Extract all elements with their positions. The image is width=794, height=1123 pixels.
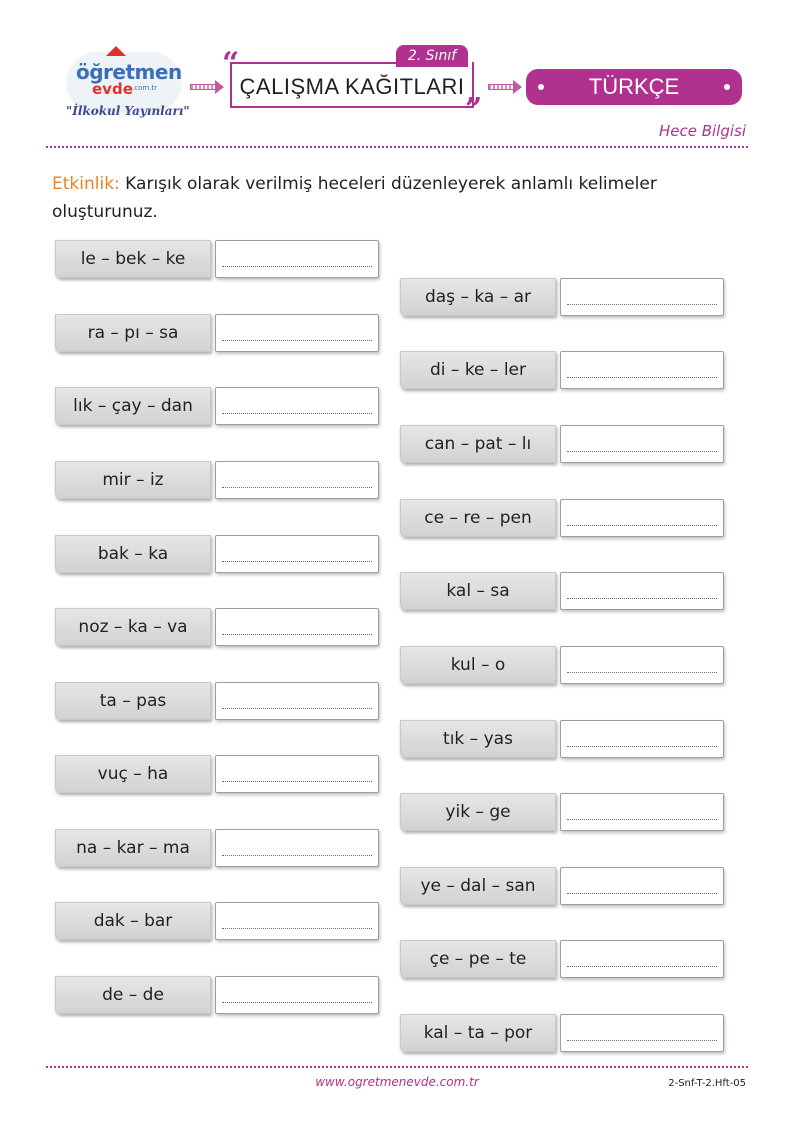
arrow-icon bbox=[488, 82, 522, 92]
answer-field[interactable] bbox=[560, 646, 724, 684]
answer-field[interactable] bbox=[215, 535, 379, 573]
syllable-tile: tık – yas bbox=[400, 720, 556, 758]
footer-code: 2-Snf-T-2.Hft-05 bbox=[668, 1078, 746, 1089]
close-quote-icon: ” bbox=[465, 92, 483, 127]
answer-field[interactable] bbox=[215, 314, 379, 352]
answer-field[interactable] bbox=[560, 867, 724, 905]
answer-field[interactable] bbox=[560, 278, 724, 316]
logo-second: evde bbox=[92, 80, 133, 98]
logo-main: öğretmen bbox=[76, 60, 182, 84]
syllable-tile: ye – dal – san bbox=[400, 867, 556, 905]
open-quote-icon: “ bbox=[222, 46, 240, 81]
answer-field[interactable] bbox=[215, 976, 379, 1014]
syllable-tile: le – bek – ke bbox=[55, 240, 211, 278]
answer-field[interactable] bbox=[560, 351, 724, 389]
logo-domain: .com.tr bbox=[132, 84, 158, 92]
answer-field[interactable] bbox=[560, 940, 724, 978]
answer-field[interactable] bbox=[215, 461, 379, 499]
answer-field[interactable] bbox=[560, 1014, 724, 1052]
syllable-tile: lık – çay – dan bbox=[55, 387, 211, 425]
answer-field[interactable] bbox=[560, 720, 724, 758]
instruction bbox=[52, 170, 732, 226]
bullet-icon bbox=[724, 84, 730, 90]
answer-field[interactable] bbox=[215, 902, 379, 940]
grade-badge: 2. Sınıf bbox=[396, 45, 468, 67]
syllable-tile: mir – iz bbox=[55, 461, 211, 499]
syllable-tile: ce – re – pen bbox=[400, 499, 556, 537]
logo-subtitle: "İlkokul Yayınları" bbox=[66, 104, 190, 118]
arrow-icon bbox=[190, 82, 224, 92]
syllable-tile: çe – pe – te bbox=[400, 940, 556, 978]
answer-field[interactable] bbox=[560, 425, 724, 463]
house-icon bbox=[106, 46, 126, 56]
subject-label: TÜRKÇE bbox=[588, 74, 680, 99]
syllable-tile: daş – ka – ar bbox=[400, 278, 556, 316]
syllable-tile: ta – pas bbox=[55, 682, 211, 720]
syllable-tile: na – kar – ma bbox=[55, 829, 211, 867]
instruction-label: Etkinlik: bbox=[52, 174, 120, 194]
answer-field[interactable] bbox=[215, 240, 379, 278]
syllable-tile: vuç – ha bbox=[55, 755, 211, 793]
syllable-tile: ra – pı – sa bbox=[55, 314, 211, 352]
answer-field[interactable] bbox=[215, 755, 379, 793]
instruction-text: Karışık olarak verilmiş heceleri düzenleyerek anlamlı kelimeler oluşturunuz. bbox=[52, 174, 657, 222]
syllable-tile: dak – bar bbox=[55, 902, 211, 940]
answer-field[interactable] bbox=[215, 387, 379, 425]
syllable-tile: noz – ka – va bbox=[55, 608, 211, 646]
publisher-logo bbox=[62, 42, 188, 126]
syllable-tile: yik – ge bbox=[400, 793, 556, 831]
subject-banner bbox=[526, 69, 742, 105]
answer-field[interactable] bbox=[215, 608, 379, 646]
syllable-tile: kal – ta – por bbox=[400, 1014, 556, 1052]
answer-field[interactable] bbox=[560, 793, 724, 831]
bullet-icon bbox=[538, 84, 544, 90]
topic-label: Hece Bilgisi bbox=[658, 122, 746, 140]
bottom-divider bbox=[46, 1066, 748, 1068]
syllable-tile: kal – sa bbox=[400, 572, 556, 610]
syllable-tile: can – pat – lı bbox=[400, 425, 556, 463]
top-divider bbox=[46, 146, 748, 148]
syllable-tile: bak – ka bbox=[55, 535, 211, 573]
syllable-tile: de – de bbox=[55, 976, 211, 1014]
page-title: ÇALIŞMA KAĞITLARI bbox=[239, 74, 465, 99]
footer-url[interactable]: www.ogretmenevde.com.tr bbox=[315, 1075, 479, 1089]
title-frame bbox=[230, 62, 474, 108]
syllable-tile: kul – o bbox=[400, 646, 556, 684]
answer-field[interactable] bbox=[215, 829, 379, 867]
syllable-tile: di – ke – ler bbox=[400, 351, 556, 389]
answer-field[interactable] bbox=[560, 572, 724, 610]
answer-field[interactable] bbox=[560, 499, 724, 537]
answer-field[interactable] bbox=[215, 682, 379, 720]
